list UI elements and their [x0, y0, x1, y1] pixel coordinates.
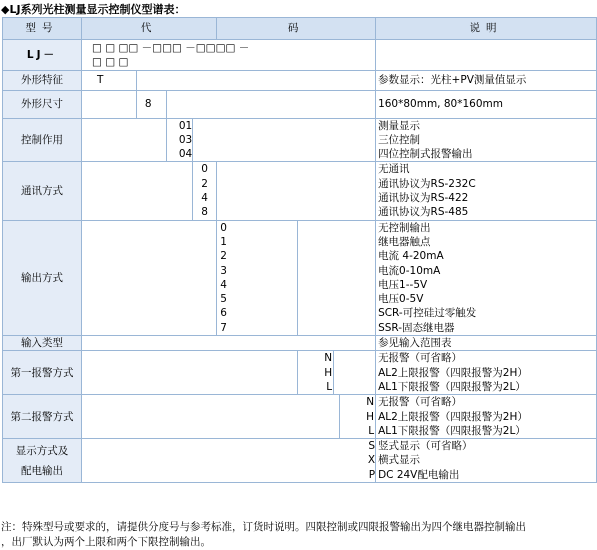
shape-desc: 参数显示：光柱+PV测量值显示 [376, 70, 597, 90]
size-row [3, 90, 597, 118]
alarm2-descs: 无报警（可省略） AL2上限报警（四限报警为2H） AL1下限报警（四限报警为2L） [376, 395, 597, 439]
output-descs: 无控制输出 继电器触点 电流 4-20mA 电流0-10mA 电压1--5V 电压0-5V SCR-可控硅过零触发 SSR-固态继电器 [376, 220, 597, 335]
footnote-line1: 注：特殊型号或要求的，请提供分度号与参考标准，订货时说明。四限控制或四限报警输出为四个继电器控制输出 [1, 521, 526, 533]
input-desc: 参见输入范围表 [376, 336, 597, 351]
comm-codes: 0 2 4 8 [193, 162, 217, 220]
footnote-line2: ，出厂默认为两个上限和两个下限控制输出。 [1, 536, 211, 548]
lj-code-pattern [81, 40, 375, 71]
size-desc: 160*80mm, 80*160mm [376, 90, 597, 118]
header-row [3, 18, 597, 40]
display-codes: S X P [81, 439, 375, 483]
alarm1-codes: N H L [298, 351, 334, 395]
shape-row [3, 70, 597, 90]
alarm1-descs: 无报警（可省略） AL2上限报警（四限报警为2H） AL1下限报警（四限报警为2L） [376, 351, 597, 395]
output-label: 输出方式 [3, 220, 82, 335]
display-row [3, 439, 597, 483]
alarm1-row [3, 351, 597, 395]
size-label: 外形尺寸 [3, 90, 82, 118]
output-row [3, 220, 597, 335]
control-label: 控制作用 [3, 118, 82, 162]
header-code-a: 代 [81, 18, 216, 40]
control-codes: 01 03 04 [166, 118, 192, 162]
comm-row [3, 162, 597, 220]
header-model: 型号 [3, 18, 82, 40]
alarm2-row [3, 395, 597, 439]
shape-label: 外形特征 [3, 70, 82, 90]
header-code-b: 码 [217, 18, 376, 40]
lj-code-line2: □ □ □ [91, 56, 129, 69]
shape-code: T [81, 70, 136, 90]
control-descs: 测量显示 三位控制 四位控制式报警输出 [376, 118, 597, 162]
display-descs: 竖式显示（可省略） 横式显示 DC 24V配电输出 [376, 439, 597, 483]
input-row [3, 336, 597, 351]
page-title: ◆LJ系列光柱测量显示控制仪型谱表： [1, 3, 186, 16]
input-label: 输入类型 [3, 336, 82, 351]
lj-label: LJ－ [3, 40, 82, 71]
footnote [1, 520, 596, 550]
alarm1-label: 第一报警方式 [3, 351, 82, 395]
size-code: 8 [136, 90, 166, 118]
header-desc: 说明 [376, 18, 597, 40]
comm-label: 通讯方式 [3, 162, 82, 220]
output-codes: 0 1 2 3 4 5 6 7 [217, 220, 298, 335]
display-label: 显示方式及 配电输出 [3, 439, 82, 483]
alarm2-label: 第二报警方式 [3, 395, 82, 439]
alarm2-codes: N H L [340, 395, 376, 439]
lj-row [3, 40, 597, 71]
model-spec-table [2, 17, 597, 483]
lj-code-line1: □ □ □□ －□□□ －□□□□ － [91, 42, 250, 54]
control-row [3, 118, 597, 162]
lj-desc [376, 40, 597, 71]
comm-descs: 无通讯 通讯协议为RS-232C 通讯协议为RS-422 通讯协议为RS-485 [376, 162, 597, 220]
